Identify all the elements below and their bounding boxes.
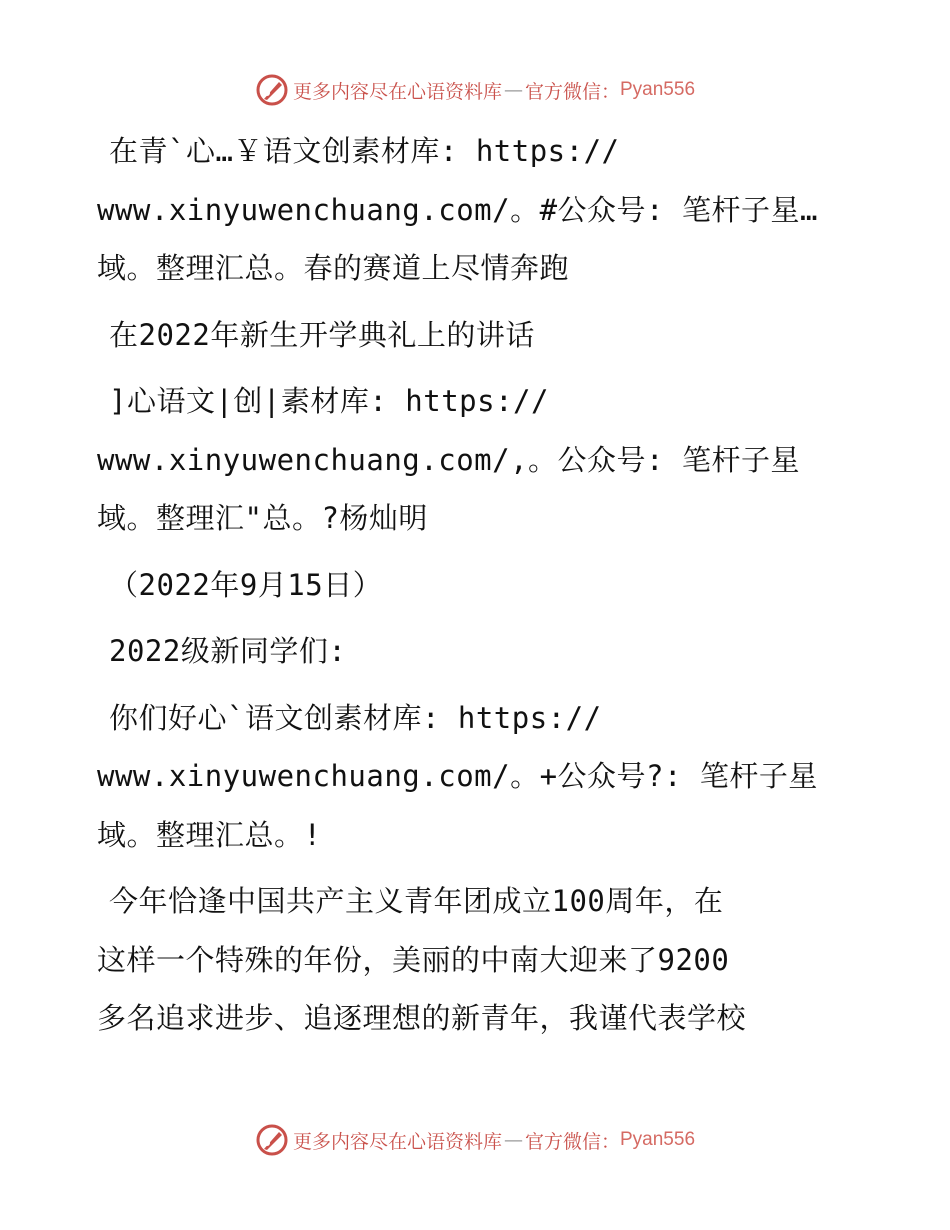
text-line: 在青`心…￥语文创素材库: https:// <box>109 134 620 168</box>
watermark-text: 更多内容尽在心语资料库 <box>292 1130 502 1153</box>
quill-logo-icon <box>255 1123 289 1157</box>
text-line: www.xinyuwenchuang.com/,。公众号: 笔杆子星 <box>97 442 800 477</box>
text-line: 域。整理汇总。! <box>97 817 322 852</box>
text-line: www.xinyuwenchuang.com/。#公众号: 笔杆子星… <box>97 192 818 227</box>
paragraph <box>97 372 857 548</box>
document-body <box>97 122 857 1048</box>
header-watermark <box>0 72 950 108</box>
watermark-separator: — <box>503 79 523 101</box>
salutation: 2022级新同学们: <box>109 634 347 668</box>
paragraph <box>97 872 857 1048</box>
text-line: 你们好心`语文创素材库: https:// <box>109 700 602 735</box>
watermark-text: 更多内容尽在心语资料库 <box>292 80 502 103</box>
speech-date: （2022年9月15日） <box>109 567 383 602</box>
paragraph <box>97 306 857 365</box>
paragraph <box>97 622 857 681</box>
text-line: 多名追求进步、追逐理想的新青年，我谨代表学校 <box>97 1001 747 1035</box>
watermark-contact-id: Pyan556 <box>620 1129 696 1150</box>
paragraph <box>97 689 857 865</box>
text-line: 域。整理汇"总。?杨灿明 <box>97 501 428 535</box>
text-line: 今年恰逢中国共产主义青年团成立100周年，在 <box>109 884 724 918</box>
paragraph <box>97 122 857 298</box>
text-line: www.xinyuwenchuang.com/。+公众号?: 笔杆子星 <box>97 759 818 793</box>
paragraph <box>97 556 857 615</box>
quill-logo-icon <box>255 73 289 107</box>
speech-title: 在2022年新生开学典礼上的讲话 <box>109 317 535 352</box>
footer-watermark <box>0 1122 950 1158</box>
watermark-contact-label: 官方微信： <box>524 1130 620 1153</box>
text-line: ]心语文|创|素材库: https:// <box>109 384 549 418</box>
watermark-contact-label: 官方微信： <box>524 80 620 103</box>
text-line: 这样一个特殊的年份，美丽的中南大迎来了9200 <box>97 942 730 977</box>
text-line: 域。整理汇总。春的赛道上尽情奔跑 <box>97 251 570 285</box>
watermark-contact-id: Pyan556 <box>620 79 696 100</box>
watermark-separator: — <box>503 1129 523 1151</box>
